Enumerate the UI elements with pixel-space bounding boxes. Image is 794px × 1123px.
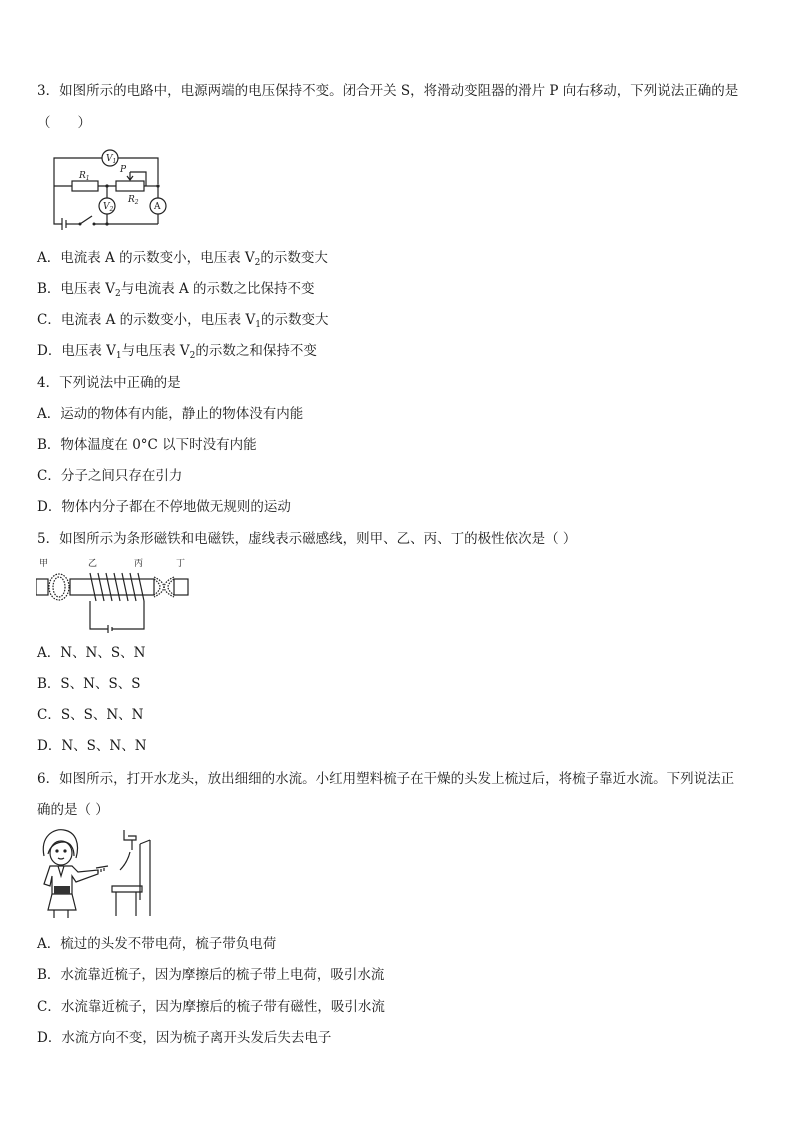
- bar-magnet-right-icon: [174, 579, 188, 595]
- wall-icon: [140, 840, 150, 916]
- label-yi: 乙: [88, 559, 98, 569]
- label-p: P: [120, 165, 127, 175]
- q3-number: 3．: [37, 83, 60, 99]
- q6-option-b: B．水流靠近梳子，因为摩擦后的梳子带上电荷，吸引水流: [37, 967, 385, 983]
- q3-circuit-diagram: [50, 146, 180, 230]
- q3-option-c: C．电流表 A 的示数变小，电压表 $V_1$的示数变大: [37, 312, 329, 330]
- q4-number: 4．: [37, 375, 60, 391]
- q4-stem-line1: 4．下列说法中正确的是: [37, 375, 181, 391]
- q5-option-a: A．N、N、S、N: [37, 645, 146, 661]
- q6-option-d: D．水流方向不变，因为梳子离开头发后失去电子: [37, 1030, 332, 1046]
- girl-body-icon: [44, 866, 98, 894]
- label-bing: 丙: [134, 559, 144, 569]
- label-v1: $V_1$: [106, 154, 117, 165]
- q3-stem-line2: （ ）: [37, 115, 91, 131]
- field-lines-left-icon: [49, 574, 69, 600]
- label-v2: $V_2$: [103, 202, 114, 213]
- q4-option-a: A．运动的物体有内能，静止的物体没有内能: [37, 406, 304, 422]
- q4-option-c: C．分子之间只存在引力: [37, 468, 183, 484]
- q6-number: 6．: [37, 771, 60, 787]
- rheostat-r2-icon: [116, 181, 144, 191]
- q3-option-b: B．电压表 $V_2$与电流表 A 的示数之比保持不变: [37, 281, 315, 299]
- label-r2: $R_2$: [128, 195, 139, 206]
- q6-stem-line2: 确的是（ ）: [37, 802, 109, 818]
- q5-option-b: B．S、N、S、S: [37, 676, 141, 692]
- q3-stem-line1: [37, 82, 738, 100]
- label-ding: 丁: [176, 559, 186, 569]
- q4-option-d: D．物体内分子都在不停地做无规则的运动: [37, 499, 291, 515]
- q6-stem-line1: 6．如图所示，打开水龙头，放出细细的水流。小红用塑料梳子在干燥的头发上梳过后，将梳子靠近水流。下列说法正: [37, 771, 735, 787]
- q5-option-d: D．N、S、N、N: [37, 738, 147, 754]
- q6-option-a: A．梳过的头发不带电荷，梳子带负电荷: [37, 936, 277, 952]
- q6-girl-faucet-illustration: [36, 826, 158, 918]
- water-stream-icon: [120, 852, 130, 870]
- resistor-r1-icon: [72, 181, 98, 191]
- bar-magnet-left-icon: [36, 579, 48, 595]
- battery-icon: [108, 625, 112, 633]
- q5-magnet-diagram: [36, 555, 192, 635]
- faucet-icon: [124, 830, 136, 840]
- q5-number: 5．: [37, 531, 60, 547]
- q3-stem-text: 如图所示的电路中，电源两端的电压保持不变。闭合开关 S，将滑动变阻器的滑片 P 向右移动，下列说法正确的是: [59, 83, 739, 99]
- q5-option-c: C．S、S、N、N: [37, 707, 144, 723]
- coil-icon: [90, 573, 144, 601]
- sink-icon: [112, 886, 142, 892]
- q4-option-b: B．物体温度在 0°C 以下时没有内能: [37, 437, 257, 453]
- q3-option-d: D．电压表 $V_1$与电压表 $V_2$的示数之和保持不变: [37, 343, 317, 361]
- label-r1: $R_1$: [79, 171, 90, 182]
- q3-option-a: A．电流表 A 的示数变小，电压表 $V_2$的示数变大: [37, 250, 328, 268]
- q5-stem-line1: 5．如图所示为条形磁铁和电磁铁，虚线表示磁感线，则甲、乙、丙、丁的极性依次是（ ）: [37, 531, 577, 547]
- label-jia: 甲: [39, 559, 49, 569]
- q6-option-c: C．水流靠近梳子，因为摩擦后的梳子带有磁性，吸引水流: [37, 999, 385, 1015]
- field-lines-right-icon: [154, 579, 160, 595]
- label-a: A: [154, 202, 161, 212]
- switch-icon: [80, 216, 92, 224]
